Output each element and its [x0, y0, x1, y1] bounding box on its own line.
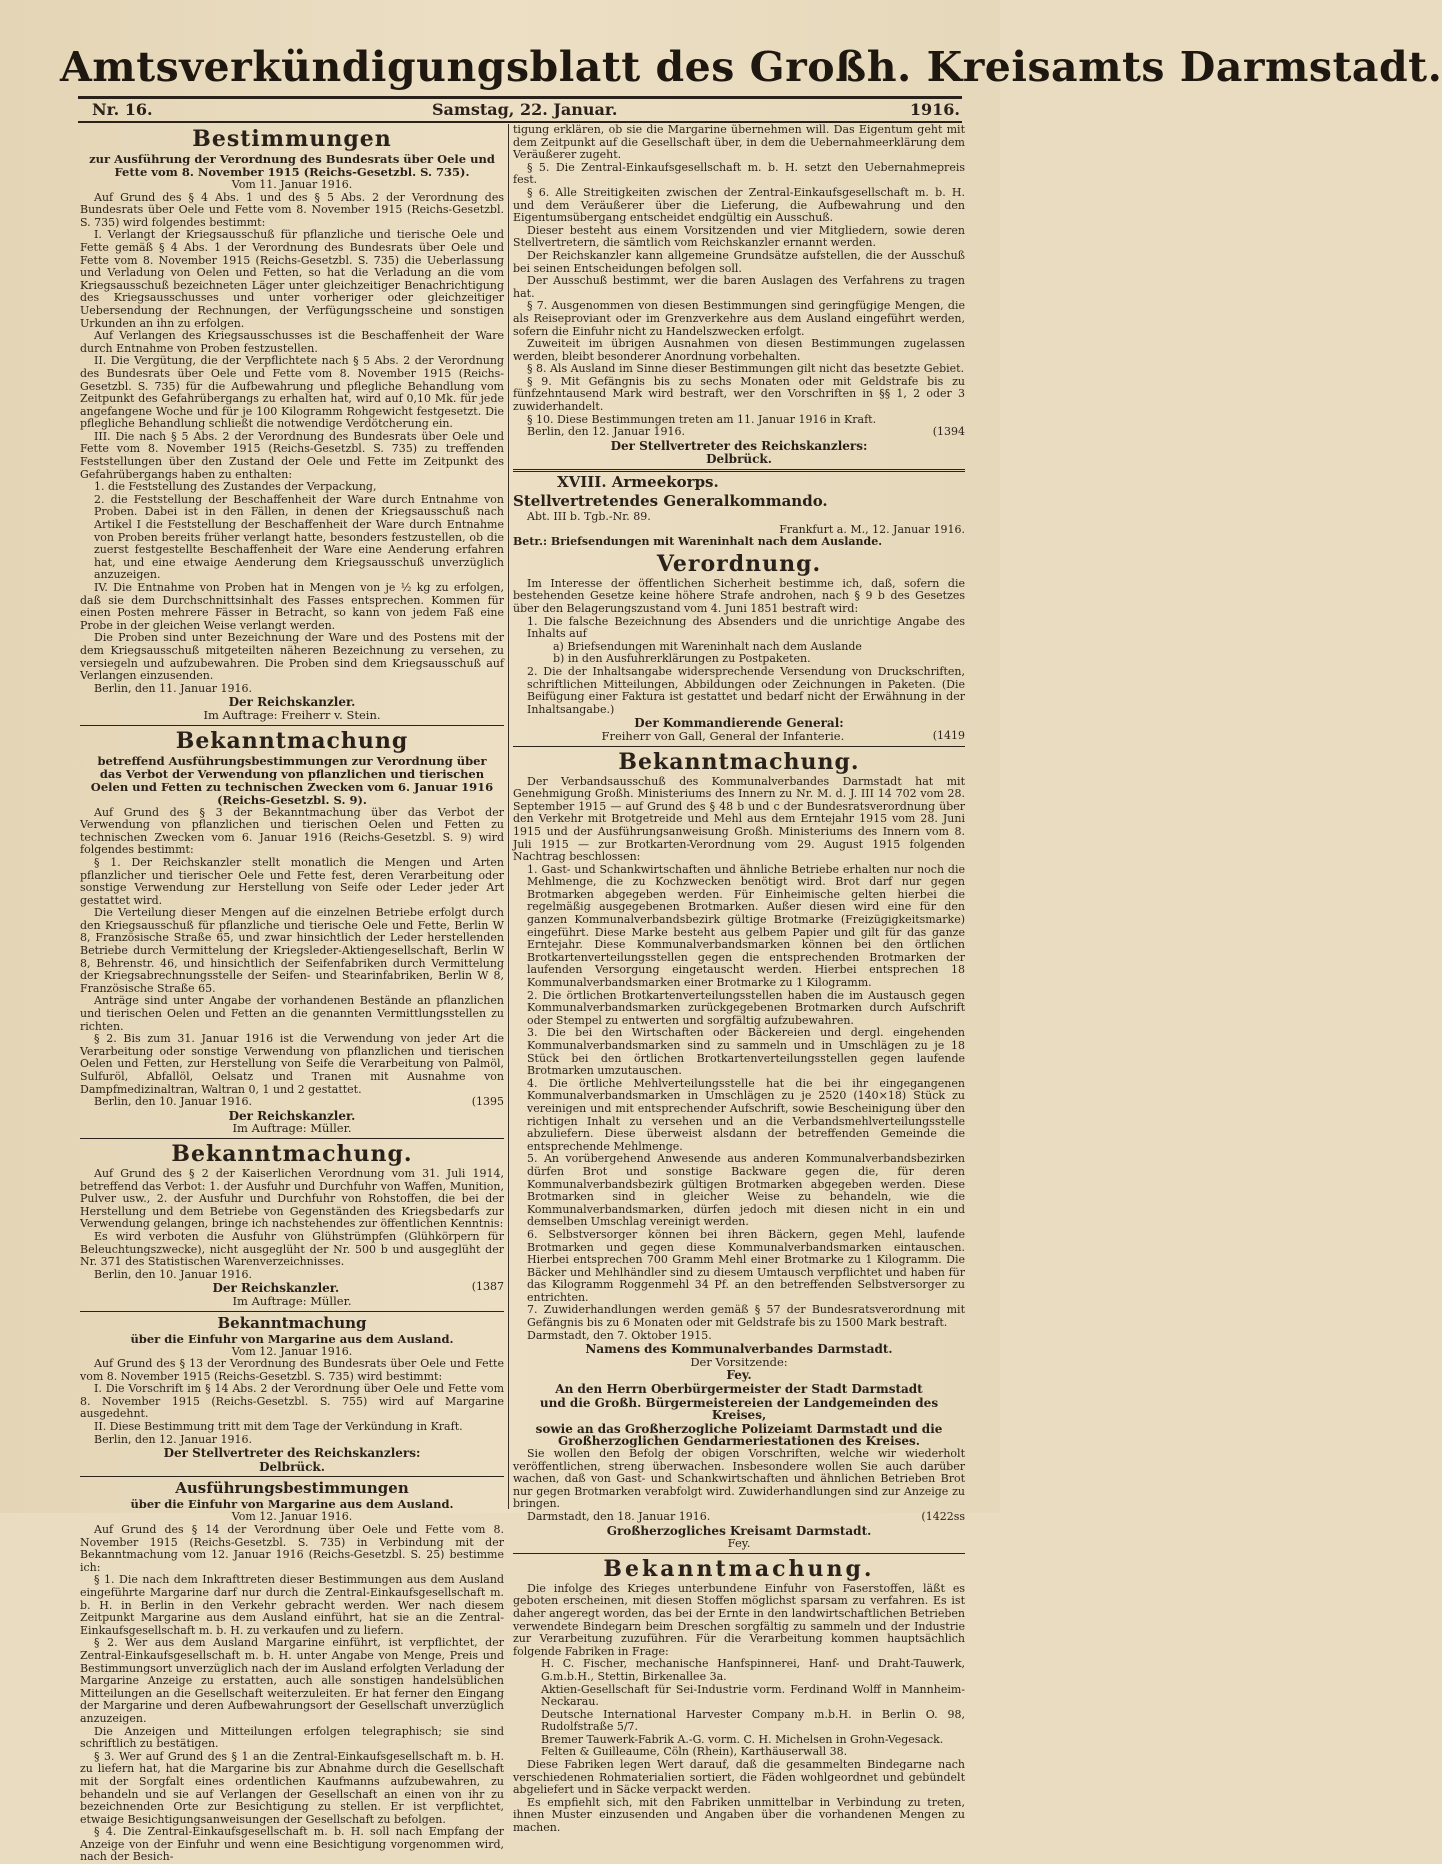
paragraph: § 4. Die Zentral-Einkaufsgesellschaft m. b. H. soll nach Empfang der Anzeige von der Einfuhr und wenn eine Besichtigung vorgenommen wird, nach der Besich-: [80, 1825, 504, 1864]
masthead: Amtsverkündigungsblatt des Großh. Kreisamts Darmstadt.: [60, 43, 1442, 91]
signature-line: Im Auftrage: Müller.: [232, 1121, 352, 1136]
list-item: 2. die Feststellung der Beschaffenheit der Ware durch Entnahme von Proben. Dabei ist in den Fällen, in denen der Kriegsausschuß nach Artikel I die Feststellung der Beschaffenheit der Ware durch Entnahme von Proben bereits früher verlangt hatte, besonders festzustellen, ob die zuerst festgestellte Beschaffenheit der Ware eine Aenderung erfahren hat, und eine etwaige Aenderung dem Kriegsausschuß unverzüglich anzuzeigen.: [94, 492, 504, 582]
place-row: [513, 426, 965, 439]
addressee: sowie an das Großherzogliche Polizeiamt Darmstadt und die Großherzoglichen Gendarmeriestationen des Kreises.: [535, 1421, 943, 1449]
firm-item: Deutsche International Harvester Company m.b.H. in Berlin O. 98, Rudolfstraße 5/7.: [541, 1707, 965, 1734]
notice-subtitle: betreffend Ausführungsbestimmungen zur Verordnung über das Verbot der Verwendung von pflanzlichen und tierischen Oelen und Fetten zu technischen Zwecken vom 6. Januar 1916 (Reichs-Gesetzbl. S. 9).: [90, 753, 494, 807]
paragraph: § 3. Wer auf Grund des § 1 an die Zentral-Einkaufsgesellschaft m. b. H. zu liefern hat, hat die Margarine bis zur Abnahme durch die Gesellschaft mit der Sorgfalt eines ordentlichen Kaufmanns aufzubewahren, zu behandeln und sie auf Verlangen der Gesellschaft an einen von ihr zu bezeichnenden Orte zur Besichtigung zu stellen. Er ist verpflichtet, etwaige Besichtigungsanweisungen der Gesellschaft zu befolgen.: [80, 1749, 504, 1826]
paragraph: Die Anzeigen und Mitteilungen erfolgen telegraphisch; sie sind schriftlich zu bestätigen.: [80, 1724, 504, 1751]
notice-title: Bekanntmachung.: [618, 748, 860, 775]
signature-line: Im Auftrage: Müller.: [232, 1293, 352, 1308]
paragraph: Es empfiehlt sich, mit den Fabriken unmittelbar in Verbindung zu treten, ihnen Muster einzusenden und Angaben über die vorhandenen Mengen zu machen.: [513, 1795, 965, 1835]
place-date: Berlin, den 10. Januar 1916.: [94, 1267, 253, 1281]
paragraph: § 2. Bis zum 31. Januar 1916 ist die Verwendung von jeder Art die Verarbeitung oder sonstige Verwendung von pflanzlichen und tierischen Oelen und Fetten, zur Herstellung von Seife die Verarbeitung von Palmöl, Sulfuröl, Abfallöl, Oelsatz und Tranen mit Ausnahme von Dampfmedizinaltran, Waltran 0, 1 und 2 gestattet.: [80, 1032, 504, 1096]
dateline: Frankfurt a. M., 12. Januar 1916.: [779, 522, 965, 536]
paragraph: Auf Grund des § 13 der Verordnung des Bundesrats über Oele und Fette vom 8. November 1915 (Reichs-Gesetzbl. S. 735) wird bestimmt:: [80, 1357, 504, 1383]
signature: Der Kommandierende General:: [634, 716, 844, 731]
list-item: 1. die Feststellung des Zustandes der Verpackung,: [94, 480, 377, 494]
notice-dated: Vom 11. Januar 1916.: [231, 178, 353, 191]
signature-row: [80, 1281, 504, 1295]
list-subitem: b) in den Ausfuhrerklärungen zu Postpaketen.: [553, 652, 811, 666]
notice-bekanntmachung-fette: [80, 728, 504, 1135]
signature-line: Delbrück.: [259, 1459, 325, 1474]
notice-title: Bekanntmachung.: [171, 1140, 413, 1167]
list-item: 1. Die falsche Bezeichnung des Absenders und die unrichtige Angabe des Inhalts auf: [527, 614, 965, 641]
paragraph: Zuweiteit im übrigen Ausnahmen von diesen Bestimmungen zugelassen werden, bleibt besonderer Anordnung vorbehalten.: [513, 337, 965, 363]
section-rule: [80, 725, 504, 726]
place-date: Berlin, den 12. Januar 1916.: [94, 1432, 253, 1446]
notice-margarine-continued: [513, 124, 965, 466]
paragraph: Dieser besteht aus einem Vorsitzenden und vier Mitgliedern, sowie deren Stellvertretern, die sämtlich vom Reichskanzler ernannt werden.: [513, 223, 965, 250]
column-divider: [508, 124, 509, 1509]
signature-line: Im Auftrage: Freiherr v. Stein.: [203, 707, 381, 722]
signature-line: Der Vorsitzende:: [690, 1354, 788, 1369]
addressee: und die Großh. Bürgermeistereien der Landgemeinden des Kreises,: [539, 1395, 939, 1423]
paragraph: Auf Grund des § 3 der Bekanntmachung über das Verbot der Verwendung von pflanzlichen und tierischen Oelen und Fetten zu technischen Zwecken vom 6. Januar 1916 (Reichs-Gesetzbl. S. 9) wird folgendes bestimmt:: [80, 805, 504, 857]
firm-item: H. C. Fischer, mechanische Hanfspinnerei, Hanf- und Draht-Tauwerk, G.m.b.H., Stettin, Birkenallee 3a.: [541, 1657, 965, 1683]
list-item: 1. Gast- und Schankwirtschaften und ähnliche Betriebe erhalten nur noch die Mehlmenge, die zu Kochzwecken benötigt wird. Brot darf nur gegen Brotmarken abgegeben werden. Für Einheimische gelten hierbei die regelmäßig ausgegebenen Brotmarken. Außer diesen wird eine für den ganzen Kommunalverbandsbezirk gültige Brotmarke (Freizügigkeitsmarke) eingeführt. Diese Marke besteht aus gelbem Papier und gilt für das ganze Erntejahr. Diese Kommunalverbandsmarken können bei den örtlichen Brotkartenverteilungsstellen gegen die entsprechenden Brotmarken der laufenden Versorgung eingetauscht werden. Hierbei entsprechen 18 Kommunalverbandsmarken einer Brotmarke zu 1 Kilogramm.: [527, 862, 965, 990]
firm-item: Felten & Guilleaume, Cöln (Rhein), Karthäuserwall 38.: [541, 1745, 848, 1759]
signature: Der Stellvertreter des Reichskanzlers:: [163, 1446, 421, 1461]
department: Abt. III b.: [527, 510, 581, 524]
signature: Namens des Kommunalverbandes Darmstadt.: [585, 1342, 893, 1357]
notice-title: Bestimmungen: [192, 126, 392, 152]
paragraph: tigung erklären, ob sie die Margarine übernehmen will. Das Eigentum geht mit dem Zeitpunkt auf die Gesellschaft über, in dem die Uebernahmeerklärung dem Veräußerer zugeht.: [513, 123, 965, 162]
left-column: [80, 124, 504, 1864]
notice-bestimmungen: [80, 126, 504, 722]
notice-addressees: [513, 1383, 965, 1550]
notice-margarine: [80, 1314, 504, 1474]
notice-number: (1419: [932, 728, 965, 742]
paragraph: Auf Verlangen des Kriegsausschusses ist die Beschaffenheit der Ware durch Entnahme von Proben festzustellen.: [80, 329, 504, 355]
notice-number: (1395: [471, 1095, 504, 1109]
paragraph: Die Proben sind unter Bezeichnung der Ware und des Postens mit der dem Kriegsausschuß mitgeteilten näheren Bezeichnung zu versehen, zu versiegeln und aufzubewahren. Die Proben sind dem Kriegsausschuß auf Verlangen einzusenden.: [80, 631, 504, 683]
paragraph: Anträge sind unter Angabe der vorhandenen Bestände an pflanzlichen und tierischen Oelen und Fetten an die genannten Vermittlungsstellen zu richten.: [80, 994, 504, 1033]
place-date: Berlin, den 11. Januar 1916.: [94, 681, 253, 695]
notice-gluehstruempfe: [80, 1141, 504, 1308]
notice-number: (1394: [932, 425, 965, 439]
notice-dated: Vom 12. Januar 1916.: [231, 1344, 353, 1358]
journal-number: Tgb.-Nr. 89.: [583, 510, 651, 524]
section-rule: [513, 1553, 965, 1554]
addressee: An den Herrn Oberbürgermeister der Stadt Darmstadt: [555, 1382, 923, 1397]
list-item: 3. Die bei den Wirtschaften oder Bäckereien und dergl. eingehenden Kommunalverbandsmarken sind zu sammeln und in Umschlägen zu je 18 Stück bei den örtlichen Brotkartenverteilungsstellen gegen laufende Brotmarken umzutauschen.: [527, 1026, 965, 1078]
notice-title: Ausführungsbestimmungen: [175, 1479, 409, 1498]
list-subitem: a) Briefsendungen mit Wareninhalt nach dem Auslande: [553, 639, 862, 653]
notice-brotkarten: [513, 749, 965, 1383]
paragraph: § 1. Die nach dem Inkrafttreten dieser Bestimmungen aus dem Ausland eingeführte Margarine darf nur durch die Zentral-Einkaufsgesellschaft m. b. H. in Berlin in den Verkehr gebracht werden. Wer nach diesem Zeitpunkt Margarine aus dem Ausland einführt, hat sie an die Zentral-Einkaufsgesellschaft m. b. H. zu verkaufen und zu liefern.: [80, 1573, 504, 1637]
place-date: Darmstadt, den 7. Oktober 1915.: [527, 1328, 712, 1342]
paragraph: Diese Fabriken legen Wert darauf, daß die gesammelten Bindegarne nach verschiedenen Rohmaterialien sortiert, die Fäden wohlgeordnet und gebündelt abgeliefert und in Säcke verpackt werden.: [513, 1758, 965, 1797]
paragraph: Auf Grund des § 14 der Verordnung über Oele und Fette vom 8. November 1915 (Reichs-Gesetzbl. S. 735) in Verbindung mit der Bekanntmachung vom 12. Januar 1916 (Reichs-Gesetzbl. S. 25) bestimme ich:: [80, 1523, 504, 1574]
signature-line: Delbrück.: [706, 452, 772, 467]
paragraph: § 2. Wer aus dem Ausland Margarine einführt, ist verpflichtet, der Zentral-Einkaufsgesellschaft m. b. H. unter Angabe von Menge, Preis und Bestimmungsort unverzüglich nach der im Ausland erfolgten Verladung der Margarine Anzeige zu erstatten, auch alle sonstigen handelsüblichen Mitteilungen an die Gesellschaft weiterzuleiten. Er hat ferner den Eingang der Margarine und deren Aufbewahrungsort der Gesellschaft unverzüglich anzuzeigen.: [80, 1636, 504, 1725]
paragraph: § 10. Diese Bestimmungen treten am 11. Januar 1916 in Kraft.: [527, 412, 877, 426]
list-item: 2. Die örtlichen Brotkartenverteilungsstellen haben die im Austausch gegen Kommunalverbandsmarken zurückgegebenen Brotmarken durch Aufschrift oder Stempel zu entwerten und sorgfältig aufzubewahren.: [527, 988, 965, 1027]
notice-title: Bekanntmachung.: [603, 1555, 875, 1582]
notice-title: Verordnung.: [656, 550, 822, 577]
paragraph: II. Diese Bestimmung tritt mit dem Tage der Verkündung in Kraft.: [94, 1420, 463, 1434]
right-column: [513, 123, 965, 1835]
list-item: 4. Die örtliche Mehlverteilungsstelle hat die bei ihr eingegangenen Kommunalverbandsmarken in Umschlägen zu je 2520 (140×18) Stück zu vereinigen und mit entsprechender Aufschrift, sowie Bescheinigung über den richtigen Inhalt zu versehen und an die Verbandsmehlverteilungsstelle abzuliefern. Diese überweist alsdann der betreffenden Gemeinde die entsprechende Mehlmenge.: [527, 1076, 965, 1153]
paragraph: Die Verteilung dieser Mengen auf die einzelnen Betriebe erfolgt durch den Kriegsausschuß für pflanzliche und tierische Oele und Fette, Berlin W 8, Französische Straße 65, und zwar hinsichtlich der Leder herstellenden Betriebe durch Vermittelung der Kriegsleder-Aktiengesellschaft, Berlin W 8, Behrenstr. 46, und hinsichtlich der Seifenfabriken durch Vermittelung der Kriegsabrechnungsstelle der Seifen- und Stearinfabriken, Berlin W 8, Französische Straße 65.: [80, 906, 504, 995]
place-row: [80, 1096, 504, 1109]
paragraph: § 6. Alle Streitigkeiten zwischen der Zentral-Einkaufsgesellschaft m. b. H. und dem Veräußerer über die Lieferung, die Aufbewahrung und den Eigentumsübergang entscheidet endgültig ein Ausschuß.: [513, 185, 965, 225]
paragraph: Im Interesse der öffentlichen Sicherheit bestimme ich, daß, sofern die bestehenden Gesetze keine höhere Strafe androhen, nach § 9 b des Gesetzes über den Belagerungszustand vom 4. Juni 1851 bestraft wird:: [513, 576, 965, 615]
signature-name: Fey.: [726, 1368, 752, 1383]
paragraph: § 8. Als Ausland im Sinne dieser Bestimmungen gilt nicht das besetzte Gebiet.: [527, 362, 965, 376]
corps-heading: XVIII. Armeekorps.: [557, 473, 719, 492]
signature: Der Reichskanzler.: [228, 695, 356, 710]
paragraph: I. Die Vorschrift im § 14 Abs. 2 der Verordnung über Oele und Fette vom 8. November 1915 (Reichs-Gesetzbl. S. 755) wird auf Margarine ausgedehnt.: [80, 1382, 504, 1421]
masthead-rule: [78, 96, 962, 99]
notice-dated: Vom 12. Januar 1916.: [231, 1510, 353, 1524]
notice-armeekorps: [513, 474, 965, 743]
paragraph: III. Die nach § 5 Abs. 2 der Verordnung des Bundesrats über Oele und Fette vom 8. November 1915 (Reichs-Gesetzbl. S. 735) zu treffenden Feststellungen über den Zustand der Oele und Fette im Zeitpunkt des Gefahrübergangs haben zu enthalten:: [80, 429, 504, 481]
notice-bindegarn: [513, 1556, 965, 1835]
notice-subtitle: über die Einfuhr von Margarine aus dem Ausland.: [130, 1497, 454, 1512]
paragraph: Die infolge des Krieges unterbundene Einfuhr von Faserstoffen, läßt es geboten erscheinen, mit diesen Stoffen möglichst sparsam zu verfahren. Es ist daher angeregt worden, das bei der Ernte in den landwirtschaftlichen Betrieben verwendete Bindegarn beim Dreschen sorgfältig zu sammeln und der Industrie zur Verarbeitung zuzuführen. Für die Verarbeitung kommen hauptsächlich folgende Fabriken in Frage:: [513, 1581, 965, 1658]
notice-number: (1387: [471, 1280, 504, 1294]
command-heading: Stellvertretendes Generalkommando.: [513, 492, 828, 511]
list-item: 7. Zuwiderhandlungen werden gemäß § 57 der Bundesratsverordnung mit Gefängnis bis zu 6 Monaten oder mit Geldstrafe bis zu 1500 Mark bestraft.: [527, 1303, 965, 1330]
signature-line: Freiherr von Gall, General der Infanterie.: [601, 728, 845, 743]
notice-ausfuehrung-margarine: [80, 1479, 504, 1864]
notice-number: (1422ss: [921, 1509, 965, 1523]
paragraph: Der Verbandsausschuß des Kommunalverbandes Darmstadt hat mit Genehmigung Großh. Ministeriums des Innern zu Nr. M. d. J. III 14 702 vom 28. September 1915 — auf Grund des § 48 b und c der Bundesratsverordnung über den Verkehr mit Brotgetreide und Mehl aus dem Erntejahr 1915 vom 28. Juni 1915 und der Ausführungsanweisung Großh. Ministeriums des Innern vom 8. Juli 1915 — zur Brotkarten-Verordnung vom 29. August 1915 folgenden Nachtrag beschlossen:: [513, 774, 965, 864]
notice-subtitle: zur Ausführung der Verordnung des Bundesrats über Oele und Fette vom 8. November 1915 (Reichs-Gesetzbl. S. 735).: [89, 152, 495, 179]
notice-subtitle: über die Einfuhr von Margarine aus dem Ausland.: [130, 1331, 454, 1346]
paragraph: Der Reichskanzler kann allgemeine Grundsätze aufstellen, die der Ausschuß bei seinen Entscheidungen befolgen soll.: [513, 248, 965, 275]
signature: Der Reichskanzler.: [212, 1281, 340, 1296]
paragraph: § 1. Der Reichskanzler stellt monatlich die Mengen und Arten pflanzlicher und tierischer Oele und Fette fest, deren Verarbeitung oder sonstige Verwendung zur Herstellung von Seife oder Leder jeder Art gestattet wird.: [80, 855, 504, 907]
section-rule: [513, 469, 965, 472]
paragraph: Es wird verboten die Ausfuhr von Glühstrümpfen (Glühkörpern für Beleuchtungszwecke), nicht ausgeglüht der Nr. 500 b und ausgeglüht der Nr. 371 des Statistischen Warenverzeichnisses.: [80, 1229, 504, 1269]
place-date: Berlin, den 12. Januar 1916.: [527, 425, 686, 439]
issue-year: 1916.: [909, 100, 960, 119]
signature-row: [513, 730, 965, 743]
notice-title: Bekanntmachung: [175, 727, 409, 754]
section-rule: [80, 1311, 504, 1312]
section-rule: [80, 1138, 504, 1139]
firm-item: Aktien-Gesellschaft für Sei-Industrie vorm. Ferdinand Wolff in Mannheim-Neckarau.: [541, 1682, 965, 1709]
section-rule: [80, 1476, 504, 1477]
issue-date: Samstag, 22. Januar.: [432, 100, 618, 119]
place-date: Darmstadt, den 18. Januar 1916.: [527, 1509, 711, 1523]
paragraph: § 7. Ausgenommen von diesen Bestimmungen sind geringfügige Mengen, die als Reiseproviant oder im Grenzverkehre aus dem Ausland eingeführt werden, sofern die Einfuhr nicht zu Handelszwecken erfolgt.: [513, 299, 965, 338]
signature: Der Stellvertreter des Reichskanzlers:: [610, 438, 868, 453]
list-item: 2. Die der Inhaltsangabe widersprechende Versendung von Druckschriften, schriftlichen Mitteilungen, Abbildungen oder Zeichnungen in Paketen. (Die Beifügung einer Faktura ist gestattet und bedarf nicht der Erwähnung in der Inhaltsangabe.): [527, 664, 965, 716]
paragraph: Der Ausschuß bestimmt, wer die baren Auslagen des Verfahrens zu tragen hat.: [513, 274, 965, 300]
signature: Großherzogliches Kreisamt Darmstadt.: [606, 1523, 872, 1538]
paragraph: II. Die Vergütung, die der Verpflichtete nach § 5 Abs. 2 der Verordnung des Bundesrats über Oele und Fette vom 8. November 1915 (Reichs-Gesetzbl. S. 735) für die Aufbewahrung und pflegliche Behandlung vom Zeitpunkt des Gefahrübergangs zu erhalten hat, wird auf 0,10 Mk. für jede angefangene Woche und für je 100 Kilogramm Rohgewicht festgesetzt. Die pflegliche Behandlung schließt die notwendige Verdötcherung ein.: [80, 354, 504, 431]
paragraph: IV. Die Entnahme von Proben hat in Mengen von je ½ kg zu erfolgen, daß sie dem Durchschnittsinhalt des Fasses entsprechen. Kommen für einen Posten mehrere Fässer in Betracht, so kann von jedem Faß eine Probe in der gleichen Weise verlangt werden.: [80, 581, 504, 632]
paragraph: Auf Grund des § 2 der Kaiserlichen Verordnung vom 31. Juli 1914, betreffend das Verbot: 1. der Ausfuhr und Durchfuhr von Waffen, Munition, Pulver usw., 2. der Ausfuhr und Durchfuhr von Rohstoffen, die bei der Herstellung und dem Betriebe von Gegenständen des Kriegsbedarfs zur Verwendung gelangen, bringe ich nachstehendes zur öffentlichen Kenntnis:: [80, 1166, 504, 1231]
notice-title: Bekanntmachung: [217, 1313, 367, 1332]
subject-line: Betr.: Briefsendungen mit Wareninhalt nach dem Auslande.: [513, 535, 883, 549]
paragraph: Sie wollen den Befolg der obigen Vorschriften, welche wir wiederholt veröffentlichen, streng überwachen. Insbesondere wollen Sie auch darüber wachen, daß von Gast- und Schankwirtschaften und ähnlichen Betrieben Brot nur gegen Brotmarken verabfolgt wird. Zuwiderhandlungen sind zur Anzeige zu bringen.: [513, 1447, 965, 1511]
list-item: 6. Selbstversorger können bei ihren Bäckern, gegen Mehl, laufende Brotmarken und gegen diese Kommunalverbandsmarken eintauschen. Hierbei entsprechen 700 Gramm Mehl einer Brotmarke zu 1 Kilogramm. Die Bäcker und Mehlhändler sind zu diesem Umtausch verpflichtet und haben für das Kilogramm Roggenmehl 34 Pf. an den betreffenden Selbstversorger zu entrichten.: [527, 1227, 965, 1304]
paragraph: § 9. Mit Gefängnis bis zu sechs Monaten oder mit Geldstrafe bis zu fünfzehntausend Mark wird bestraft, wer den Vorschriften in §§ 1, 2 oder 3 zuwiderhandelt.: [513, 374, 965, 414]
paragraph: § 5. Die Zentral-Einkaufsgesellschaft m. b. H. setzt den Uebernahmepreis fest.: [513, 160, 965, 187]
list-item: 5. An vorübergehend Anwesende aus anderen Kommunalverbandsbezirken dürfen Brot und sonstige Backware gegen die, für deren Kommunalverbandsbezirk gültigen Brotmarken abgegeben werden. Diese Brotmarken sind in gleicher Weise zu behandeln, wie die Kommunalverbandsmarken, dürfen jedoch mit diesen nicht in ein und demselben Umschlag vereinigt werden.: [527, 1152, 965, 1229]
firm-item: Bremer Tauwerk-Fabrik A.-G. vorm. C. H. Michelsen in Grohn-Vegesack.: [541, 1732, 944, 1746]
issue-bar: [92, 100, 960, 122]
place-date: Berlin, den 10. Januar 1916.: [94, 1095, 253, 1109]
issue-number: Nr. 16.: [92, 100, 153, 119]
place-row: [513, 1511, 965, 1524]
paragraph: I. Verlangt der Kriegsausschuß für pflanzliche und tierische Oele und Fette gemäß § 4 Abs. 1 der Verordnung des Bundesrats über Oele und Fette vom 8. November 1915 (Reichs-Gesetzbl. S. 735) die Ueberlassung und Verladung von Oelen und Fetten, so hat die Verladung an die vom Kriegsausschuß bezeichneten Läger unter gleichzeitiger Benachrichtigung des Kriegsausschusses und unter vorheriger oder gleichzeitiger Uebersendung der Rechnungen, der Verfügungsscheine und sonstigen Urkunden an ihn zu erfolgen.: [80, 228, 504, 330]
paragraph: Auf Grund des § 4 Abs. 1 und des § 5 Abs. 2 der Verordnung des Bundesrats über Oele und Fette vom 8. November 1915 (Reichs-Gesetzbl. S. 735) wird folgendes bestimmt:: [80, 190, 504, 229]
signature-line: Fey.: [727, 1536, 751, 1551]
signature: Der Reichskanzler.: [228, 1108, 356, 1123]
reference-line: [513, 511, 965, 524]
section-rule: [513, 746, 965, 747]
